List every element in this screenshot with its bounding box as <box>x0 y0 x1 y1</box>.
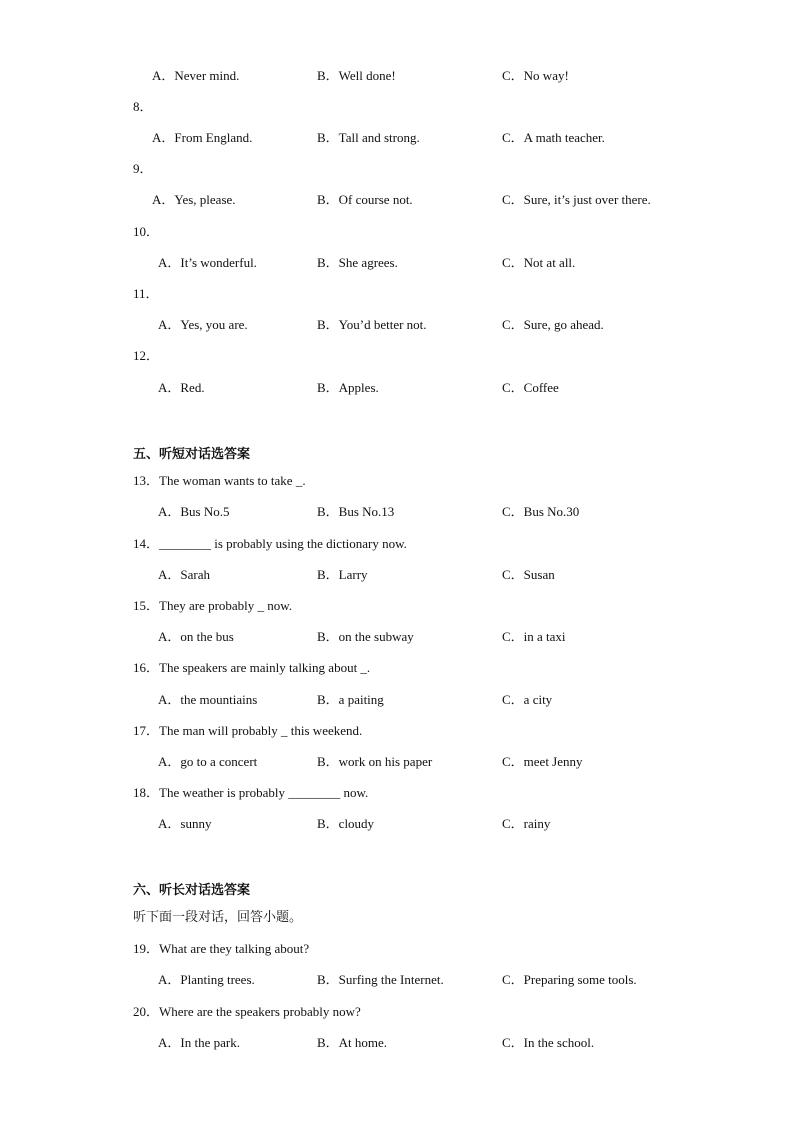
option-b: B．You’d better not. <box>317 317 427 332</box>
question-text: 17．The man will probably _ this weekend. <box>133 723 363 738</box>
question-options <box>0 1033 794 1053</box>
option-b: B．cloudy <box>317 816 375 831</box>
option-a: A．on the bus <box>158 629 234 644</box>
question-options <box>0 690 794 710</box>
question-options <box>0 565 794 585</box>
option-b: B．Bus No.13 <box>317 504 395 519</box>
option-c: C．rainy <box>502 816 551 831</box>
option-a: A．Red. <box>158 380 205 395</box>
option-a: A．It’s wonderful. <box>158 255 257 270</box>
question-7-options <box>0 66 794 86</box>
option-c: C．Susan <box>502 567 555 582</box>
question-11-number <box>0 284 794 304</box>
question-text: 14．________ is probably using the dictionary now. <box>133 536 407 551</box>
option-a: A．Yes, you are. <box>158 317 248 332</box>
question-number: 11． <box>133 286 159 301</box>
question-options <box>0 814 794 834</box>
option-a: A．go to a concert <box>158 754 258 769</box>
question-text: 20．Where are the speakers probably now? <box>133 1004 361 1019</box>
question-8-options <box>0 128 794 148</box>
option-c: C．A math teacher. <box>502 130 605 145</box>
option-c: C．Sure, go ahead. <box>502 317 604 332</box>
question-stem <box>0 783 794 803</box>
option-a: A．Bus No.5 <box>158 504 230 519</box>
option-b: B．Surfing the Internet. <box>317 972 444 987</box>
option-b: B．Of course not. <box>317 192 413 207</box>
option-a: A．Sarah <box>158 567 210 582</box>
option-a: A．sunny <box>158 816 212 831</box>
question-text: 15．They are probably _ now. <box>133 598 293 613</box>
option-a: A．Yes, please. <box>152 192 236 207</box>
option-c: C．in a taxi <box>502 629 566 644</box>
question-number: 8． <box>133 99 153 114</box>
question-stem <box>0 471 794 491</box>
question-stem <box>0 939 794 959</box>
option-a: A．Never mind. <box>152 68 240 83</box>
option-b: B．Larry <box>317 567 368 582</box>
question-options <box>0 502 794 522</box>
section-six-intro: 听下面一段对话，回答小题。 <box>133 910 303 925</box>
question-10-number <box>0 222 794 242</box>
question-stem <box>0 721 794 741</box>
option-c: C．Bus No.30 <box>502 504 580 519</box>
question-12-options <box>0 378 794 398</box>
question-options <box>0 970 794 990</box>
option-c: C．Coffee <box>502 380 559 395</box>
option-c: C．meet Jenny <box>502 754 583 769</box>
option-c: C．a city <box>502 692 553 707</box>
option-b: B．Tall and strong. <box>317 130 420 145</box>
option-c: C．Not at all. <box>502 255 576 270</box>
section-six-title: 六、听长对话选答案 <box>133 883 251 898</box>
question-text: 13．The woman wants to take _. <box>133 473 306 488</box>
question-options <box>0 752 794 772</box>
option-b: B．work on his paper <box>317 754 433 769</box>
option-b: B．Well done! <box>317 68 396 83</box>
option-a: A．In the park. <box>158 1035 240 1050</box>
question-10-options <box>0 253 794 273</box>
option-a: A．the mountiains <box>158 692 258 707</box>
option-c: C．Sure, it’s just over there. <box>502 192 651 207</box>
question-text: 16．The speakers are mainly talking about _. <box>133 660 371 675</box>
option-c: C．No way! <box>502 68 569 83</box>
question-stem <box>0 1002 794 1022</box>
question-stem <box>0 596 794 616</box>
section-five-title: 五、听短对话选答案 <box>133 447 251 462</box>
question-number: 12． <box>133 348 160 363</box>
question-stem <box>0 658 794 678</box>
option-b: B．a paiting <box>317 692 384 707</box>
option-b: B．Apples. <box>317 380 379 395</box>
question-stem <box>0 534 794 554</box>
option-a: A．From England. <box>152 130 253 145</box>
option-c: C．Preparing some tools. <box>502 972 637 987</box>
question-11-options <box>0 315 794 335</box>
question-9-number <box>0 159 794 179</box>
question-9-options <box>0 190 794 210</box>
question-text: 19．What are they talking about? <box>133 941 310 956</box>
question-number: 10． <box>133 224 160 239</box>
question-options <box>0 627 794 647</box>
option-b: B．on the subway <box>317 629 414 644</box>
question-text: 18．The weather is probably ________ now. <box>133 785 369 800</box>
question-8-number <box>0 97 794 117</box>
option-b: B．She agrees. <box>317 255 398 270</box>
option-a: A．Planting trees. <box>158 972 255 987</box>
question-number: 9． <box>133 161 153 176</box>
option-c: C．In the school. <box>502 1035 595 1050</box>
question-12-number <box>0 346 794 366</box>
option-b: B．At home. <box>317 1035 388 1050</box>
